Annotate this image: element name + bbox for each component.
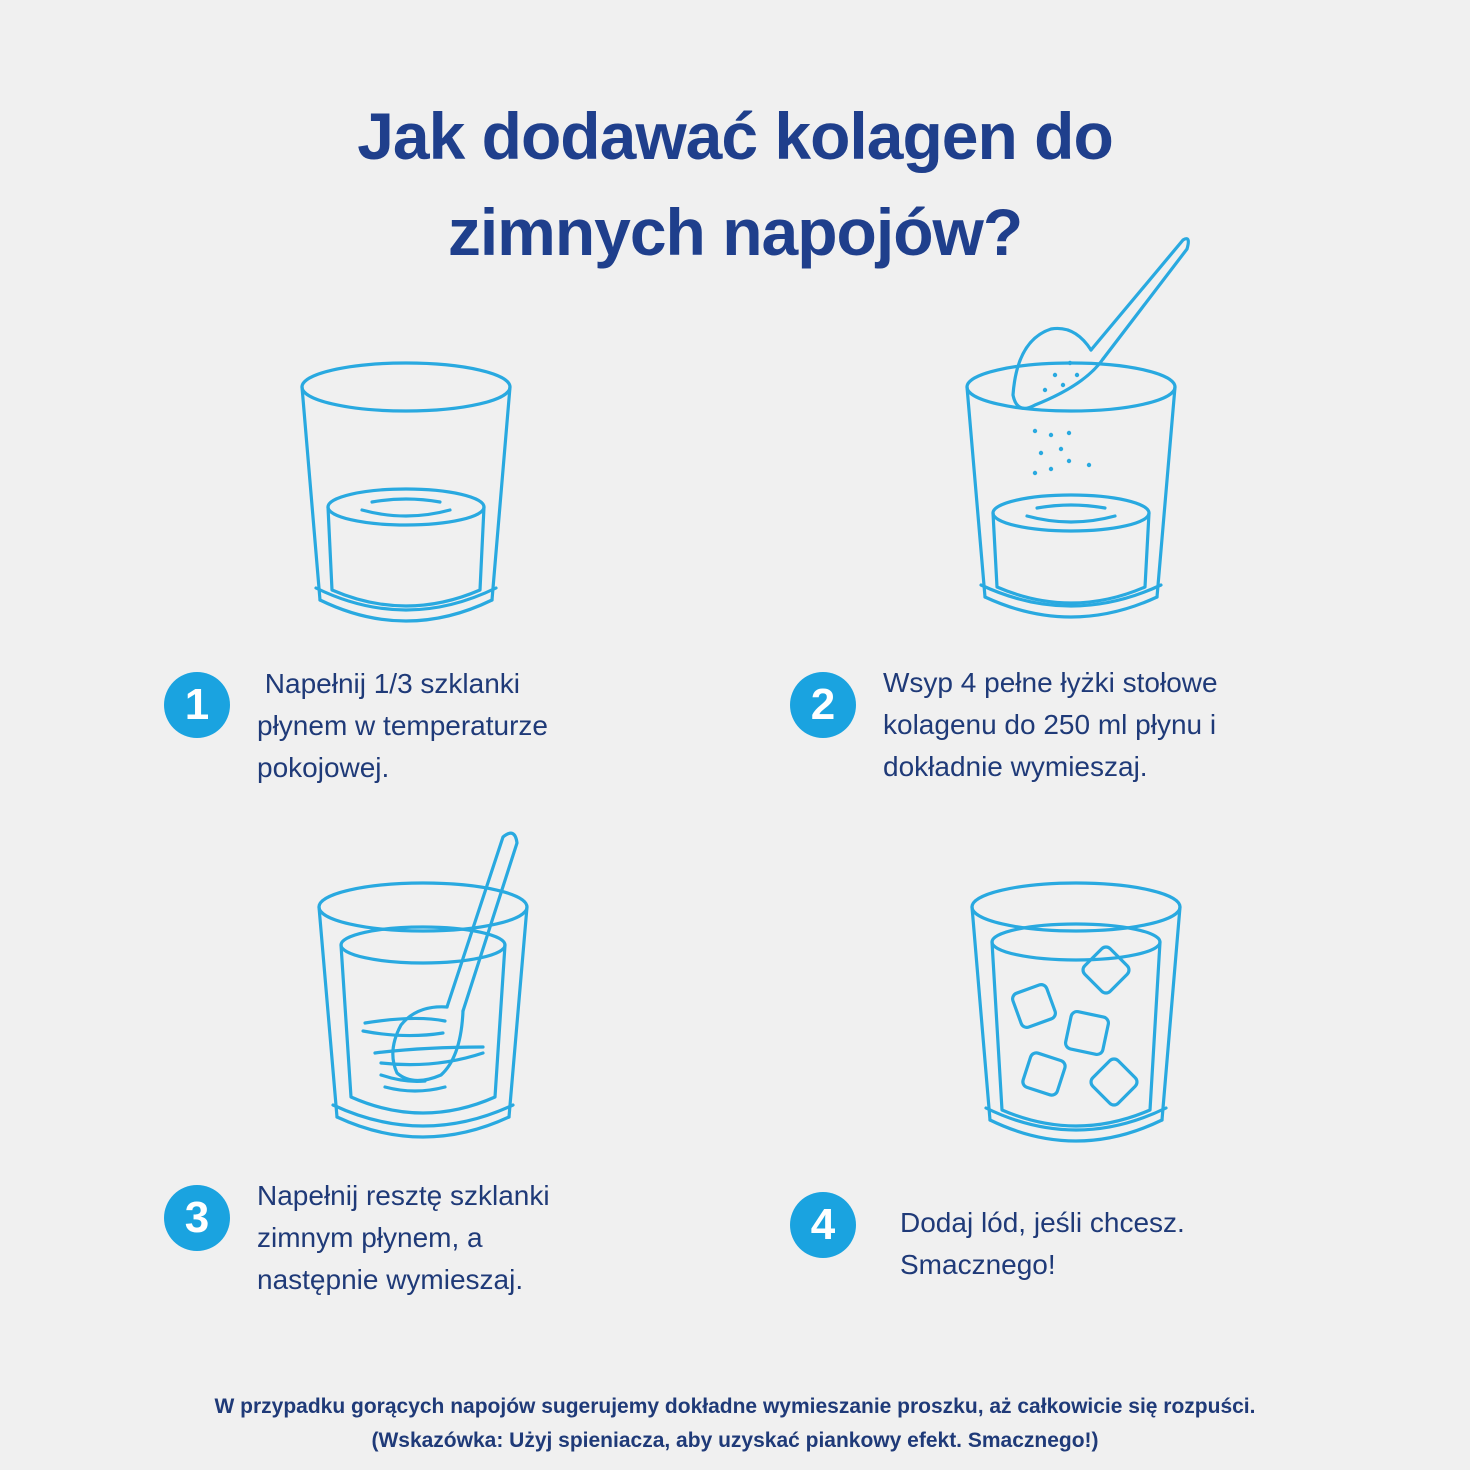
step-1-line-1: Napełnij 1/3 szklanki [257, 668, 521, 699]
step-1-badge: 1 [164, 672, 230, 738]
step-2-line-3: dokładnie wymieszaj. [883, 751, 1148, 782]
step-2-badge: 2 [790, 672, 856, 738]
step-4-badge: 4 [790, 1192, 856, 1258]
step-1-line-2: płynem w temperaturze [257, 710, 549, 741]
step-4-line-2: Smacznego! [900, 1249, 1056, 1280]
footer-note [0, 1390, 1470, 1458]
footer-line-2: (Wskazówka: Użyj spieniacza, aby uzyskać piankowy efekt. Smacznego!) [371, 1429, 1099, 1452]
step-3-line-1: Napełnij resztę szklanki [257, 1180, 550, 1211]
step-4-line-1: Dodaj lód, jeśli chcesz. [900, 1207, 1185, 1238]
step-4-text [900, 1202, 1185, 1286]
step-1-line-3: pokojowej. [257, 752, 390, 783]
title-line-2: zimnych napojów? [447, 195, 1023, 269]
step-3-text [257, 1175, 550, 1301]
step-2-line-2: kolagenu do 250 ml płynu i [883, 709, 1217, 740]
step-3-line-2: zimnym płynem, a [257, 1222, 483, 1253]
step-1-text [257, 663, 548, 789]
glass-with-ice-icon [960, 870, 1200, 1160]
glass-with-liquid-icon [290, 350, 530, 640]
footer-line-1: W przypadku gorących napojów sugerujemy dokładne wymieszanie proszku, aż całkowicie się rozpuści. [214, 1395, 1256, 1418]
step-2-line-1: Wsyp 4 pełne łyżki stołowe [883, 667, 1218, 698]
spoon-stirring-glass-icon [305, 825, 545, 1155]
spoon-pouring-powder-icon [955, 225, 1205, 635]
title-line-1: Jak dodawać kolagen do [357, 99, 1113, 173]
step-2-text [883, 662, 1218, 788]
step-3-badge: 3 [164, 1185, 230, 1251]
step-3-line-3: następnie wymieszaj. [257, 1264, 524, 1295]
page-title [0, 88, 1470, 280]
